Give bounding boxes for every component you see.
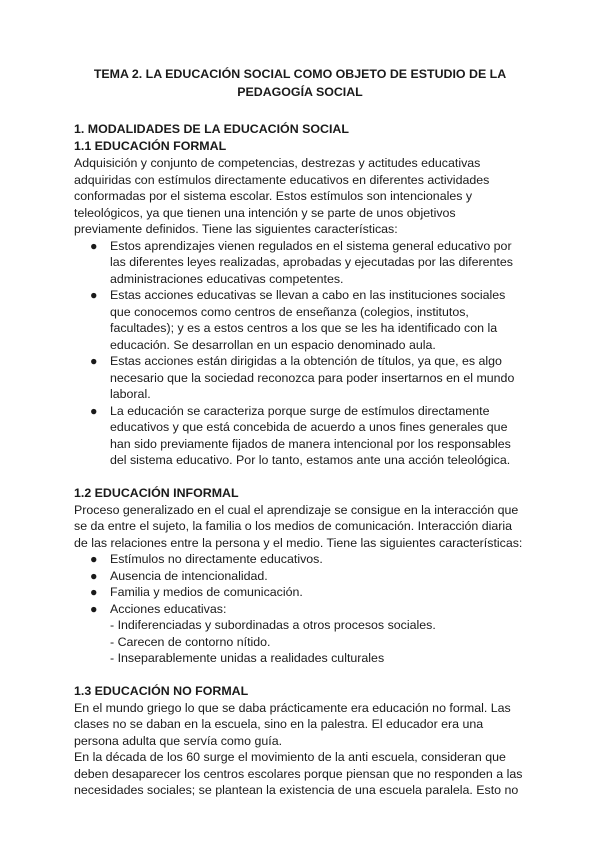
spacer <box>74 667 526 683</box>
title-line-1: TEMA 2. LA EDUCACIÓN SOCIAL COMO OBJETO DE ESTUDIO DE LA <box>93 67 507 81</box>
bullet-icon: ● <box>90 238 98 253</box>
sub-item: - Indiferenciadas y subordinadas a otros procesos sociales. <box>110 618 436 632</box>
sub-item: - Inseparablemente unidas a realidades culturales <box>110 651 385 665</box>
list-item: ● Familia y medios de comunicación. <box>90 585 303 599</box>
list-item: ● La educación se caracteriza porque surge de estímulos directamente educativos y que está concebida de acuerdo a unos fines generales que han sido previamente fijados de manera intencional por los responsables del sistema educativo. Por lo tanto, estamos ante una acción teleológica. <box>90 403 511 467</box>
bullet-icon: ● <box>90 354 98 368</box>
section-heading-modalidades: 1. MODALIDADES DE LA EDUCACIÓN SOCIAL <box>74 122 349 136</box>
bullet-icon: ● <box>90 552 98 566</box>
list-item: ● Estas acciones están dirigidas a la obtención de títulos, ya que, es algo necesario que la sociedad reconozca para poder insertarnos en el mundo laboral. <box>90 354 515 401</box>
subheading-educacion-informal: 1.2 EDUCACIÓN INFORMAL <box>74 485 239 500</box>
bullet-icon: ● <box>90 568 98 583</box>
bullet-icon: ● <box>90 403 98 418</box>
sub-item: - Carecen de contorno nítido. <box>110 634 271 649</box>
bullet-icon: ● <box>90 288 98 302</box>
informal-intro-paragraph: Proceso generalizado en el cual el aprendizaje se consigue en la interacción que se da entre el sujeto, la familia o los medios de comunicación. Interacción diaria de las relaciones entre la persona y el medio. Tiene las siguientes características: <box>74 502 523 550</box>
title-line-2: PEDAGOGÍA SOCIAL <box>237 84 363 99</box>
list-item: ● Estos aprendizajes vienen regulados en el sistema general educativo por las diferentes leyes realizadas, aprobadas y ejecutadas por las diferentes administraciones educativas competentes. <box>90 238 513 286</box>
list-item: ● Acciones educativas: <box>90 601 227 616</box>
formal-characteristics-list <box>74 238 526 469</box>
no-formal-paragraph-1: En el mundo griego lo que se daba prácticamente era educación no formal. Las clases no se daban en la escuela, sino en la palestra. El educador era una persona adulta que servía como guía. <box>74 700 511 748</box>
list-item: ● Estímulos no directamente educativos. <box>90 552 323 566</box>
informal-characteristics-list <box>74 551 526 617</box>
subheading-educacion-formal: 1.1 EDUCACIÓN FORMAL <box>74 139 227 153</box>
formal-intro-paragraph: Adquisición y conjunto de competencias, destrezas y actitudes educativas adquiridas con estímulos directamente educativos en diferentes actividades conformadas por el sistema escolar. Estos estímulos son intencionales y teleológicos, ya que tienen una intención y se parte de unos objetivos previamente definidos. Tiene las siguientes características: <box>74 156 490 236</box>
document-title <box>74 66 526 101</box>
bullet-icon: ● <box>90 585 98 599</box>
bullet-icon: ● <box>90 601 98 616</box>
list-item: ● Ausencia de intencionalidad. <box>90 568 268 583</box>
no-formal-paragraph-2: En la década de los 60 surge el movimiento de la anti escuela, consideran que deben desaparecer los centros escolares porque piensan que no responden a las necesidades sociales; se plantean la existencia de una escuela paralela. Esto no <box>74 750 523 797</box>
subheading-educacion-no-formal: 1.3 EDUCACIÓN NO FORMAL <box>74 683 249 698</box>
list-item: ● Estas acciones educativas se llevan a cabo en las instituciones sociales que conocemos como centros de enseñanza (colegios, institutos, facultades); y es a estos centros a los que se les ha identificado con la educación. Se desarrollan en un espacio denominado aula. <box>90 288 506 352</box>
spacer <box>74 469 526 485</box>
